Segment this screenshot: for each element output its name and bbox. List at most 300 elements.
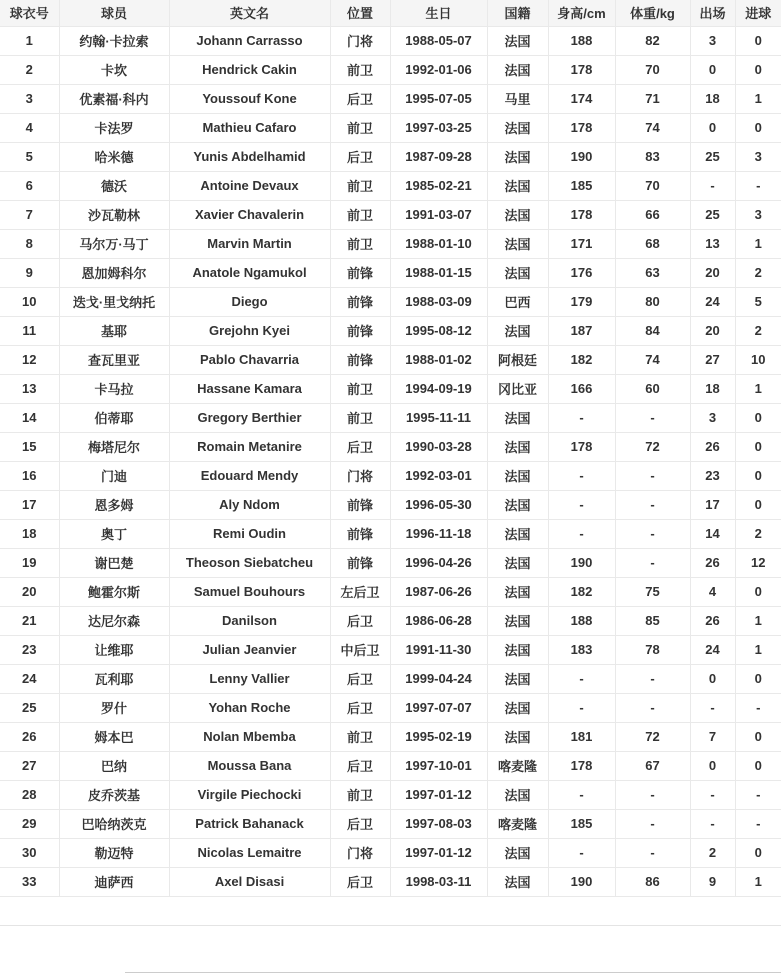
cell-nationality: 法国 [487, 200, 548, 229]
cell-birthday: 1997-08-03 [390, 809, 487, 838]
cell-player_name: 鲍霍尔斯 [59, 577, 169, 606]
player-row [0, 490, 781, 519]
cell-goals: 0 [735, 577, 781, 606]
cell-goals: 0 [735, 113, 781, 142]
cell-appearances: 25 [690, 142, 735, 171]
column-header-jersey_number: 球衣号 [0, 0, 59, 26]
cell-height_cm: 187 [548, 316, 615, 345]
cell-player_name: 巴哈纳茨克 [59, 809, 169, 838]
player-row [0, 693, 781, 722]
cell-player_name: 伯蒂耶 [59, 403, 169, 432]
cell-appearances: 18 [690, 84, 735, 113]
cell-appearances: 27 [690, 345, 735, 374]
cell-player_name: 沙瓦勒林 [59, 200, 169, 229]
cell-weight_kg: 63 [615, 258, 690, 287]
cell-english_name: Marvin Martin [169, 229, 330, 258]
table-empty-footer-row [0, 897, 781, 926]
cell-english_name: Yunis Abdelhamid [169, 142, 330, 171]
cell-appearances: 14 [690, 519, 735, 548]
cell-nationality: 法国 [487, 635, 548, 664]
cell-player_name: 马尔万·马丁 [59, 229, 169, 258]
cell-position: 后卫 [330, 142, 390, 171]
cell-position: 前锋 [330, 287, 390, 316]
cell-player_name: 巴纳 [59, 751, 169, 780]
cell-goals: 1 [735, 229, 781, 258]
cell-birthday: 1997-01-12 [390, 838, 487, 867]
cell-weight_kg: - [615, 519, 690, 548]
player-row [0, 519, 781, 548]
player-row [0, 722, 781, 751]
cell-player_name: 德沃 [59, 171, 169, 200]
cell-height_cm: 176 [548, 258, 615, 287]
roster-table-body [0, 26, 781, 896]
cell-position: 前锋 [330, 316, 390, 345]
cell-height_cm: 178 [548, 432, 615, 461]
cell-birthday: 1988-01-10 [390, 229, 487, 258]
column-header-appearances: 出场 [690, 0, 735, 26]
cell-goals: 0 [735, 490, 781, 519]
cell-jersey_number: 17 [0, 490, 59, 519]
cell-appearances: 13 [690, 229, 735, 258]
cell-goals: 0 [735, 26, 781, 55]
cell-nationality: 法国 [487, 142, 548, 171]
cell-player_name: 基耶 [59, 316, 169, 345]
cell-height_cm: 178 [548, 113, 615, 142]
cell-goals: 12 [735, 548, 781, 577]
cell-nationality: 法国 [487, 316, 548, 345]
cell-position: 前卫 [330, 374, 390, 403]
player-row [0, 55, 781, 84]
cell-player_name: 让维耶 [59, 635, 169, 664]
cell-jersey_number: 27 [0, 751, 59, 780]
cell-weight_kg: - [615, 780, 690, 809]
player-row [0, 113, 781, 142]
cell-player_name: 卡马拉 [59, 374, 169, 403]
cell-position: 前卫 [330, 229, 390, 258]
cell-nationality: 法国 [487, 171, 548, 200]
cell-weight_kg: - [615, 664, 690, 693]
cell-nationality: 法国 [487, 606, 548, 635]
player-row [0, 200, 781, 229]
cell-height_cm: 179 [548, 287, 615, 316]
player-row [0, 548, 781, 577]
cell-weight_kg: 67 [615, 751, 690, 780]
cell-english_name: Johann Carrasso [169, 26, 330, 55]
cell-birthday: 1991-11-30 [390, 635, 487, 664]
cell-appearances: 26 [690, 606, 735, 635]
cell-height_cm: 178 [548, 751, 615, 780]
column-header-english_name: 英文名 [169, 0, 330, 26]
cell-jersey_number: 11 [0, 316, 59, 345]
cell-goals: 1 [735, 867, 781, 896]
cell-jersey_number: 1 [0, 26, 59, 55]
cell-position: 后卫 [330, 751, 390, 780]
cell-birthday: 1999-04-24 [390, 664, 487, 693]
cell-goals: - [735, 809, 781, 838]
cell-height_cm: - [548, 664, 615, 693]
cell-player_name: 达尼尔森 [59, 606, 169, 635]
cell-weight_kg: - [615, 461, 690, 490]
cell-english_name: Xavier Chavalerin [169, 200, 330, 229]
cell-birthday: 1992-03-01 [390, 461, 487, 490]
cell-english_name: Lenny Vallier [169, 664, 330, 693]
cell-nationality: 喀麦隆 [487, 809, 548, 838]
cell-height_cm: - [548, 490, 615, 519]
cell-jersey_number: 13 [0, 374, 59, 403]
cell-position: 后卫 [330, 664, 390, 693]
cell-position: 门将 [330, 838, 390, 867]
cell-goals: 0 [735, 751, 781, 780]
cell-english_name: Patrick Bahanack [169, 809, 330, 838]
cell-nationality: 法国 [487, 519, 548, 548]
roster-table-header [0, 0, 781, 26]
cell-jersey_number: 21 [0, 606, 59, 635]
cell-weight_kg: 82 [615, 26, 690, 55]
cell-height_cm: 190 [548, 548, 615, 577]
cell-appearances: 7 [690, 722, 735, 751]
cell-height_cm: - [548, 693, 615, 722]
player-row [0, 606, 781, 635]
cell-english_name: Virgile Piechocki [169, 780, 330, 809]
cell-weight_kg: 66 [615, 200, 690, 229]
cell-english_name: Anatole Ngamukol [169, 258, 330, 287]
cell-player_name: 恩加姆科尔 [59, 258, 169, 287]
cell-birthday: 1996-11-18 [390, 519, 487, 548]
cell-english_name: Nicolas Lemaitre [169, 838, 330, 867]
cell-height_cm: 185 [548, 171, 615, 200]
cell-birthday: 1997-01-12 [390, 780, 487, 809]
cell-nationality: 法国 [487, 722, 548, 751]
cell-nationality: 法国 [487, 780, 548, 809]
cell-goals: 0 [735, 55, 781, 84]
cell-height_cm: 181 [548, 722, 615, 751]
cell-player_name: 谢巴楚 [59, 548, 169, 577]
cell-player_name: 梅塔尼尔 [59, 432, 169, 461]
cell-goals: 10 [735, 345, 781, 374]
cell-goals: 1 [735, 635, 781, 664]
cell-goals: 1 [735, 84, 781, 113]
cell-birthday: 1987-06-26 [390, 577, 487, 606]
cell-nationality: 喀麦隆 [487, 751, 548, 780]
cell-goals: 0 [735, 664, 781, 693]
cell-player_name: 卡坎 [59, 55, 169, 84]
cell-nationality: 法国 [487, 548, 548, 577]
cell-position: 前锋 [330, 519, 390, 548]
cell-height_cm: 185 [548, 809, 615, 838]
cell-height_cm: 166 [548, 374, 615, 403]
cell-jersey_number: 3 [0, 84, 59, 113]
cell-nationality: 法国 [487, 55, 548, 84]
cell-nationality: 巴西 [487, 287, 548, 316]
cell-jersey_number: 8 [0, 229, 59, 258]
player-row [0, 26, 781, 55]
player-row [0, 345, 781, 374]
cell-height_cm: 190 [548, 142, 615, 171]
player-row [0, 229, 781, 258]
cell-goals: 0 [735, 403, 781, 432]
cell-weight_kg: 80 [615, 287, 690, 316]
cell-height_cm: 188 [548, 606, 615, 635]
cell-birthday: 1997-10-01 [390, 751, 487, 780]
cell-goals: 2 [735, 258, 781, 287]
cell-nationality: 法国 [487, 229, 548, 258]
cell-appearances: 23 [690, 461, 735, 490]
cell-birthday: 1988-01-02 [390, 345, 487, 374]
cell-appearances: 9 [690, 867, 735, 896]
cell-appearances: - [690, 780, 735, 809]
cell-player_name: 奥丁 [59, 519, 169, 548]
cell-nationality: 法国 [487, 867, 548, 896]
cell-position: 前卫 [330, 403, 390, 432]
cell-birthday: 1995-02-19 [390, 722, 487, 751]
cell-nationality: 法国 [487, 258, 548, 287]
cell-player_name: 查瓦里亚 [59, 345, 169, 374]
cell-height_cm: - [548, 461, 615, 490]
cell-goals: 1 [735, 374, 781, 403]
cell-weight_kg: 70 [615, 171, 690, 200]
cell-english_name: Yohan Roche [169, 693, 330, 722]
cell-goals: 1 [735, 606, 781, 635]
cell-weight_kg: - [615, 809, 690, 838]
cell-birthday: 1996-05-30 [390, 490, 487, 519]
cell-player_name: 姆本巴 [59, 722, 169, 751]
cell-height_cm: 188 [548, 26, 615, 55]
cell-jersey_number: 6 [0, 171, 59, 200]
player-row [0, 316, 781, 345]
cell-weight_kg: 74 [615, 345, 690, 374]
cell-english_name: Pablo Chavarria [169, 345, 330, 374]
cell-position: 后卫 [330, 867, 390, 896]
player-row [0, 664, 781, 693]
cell-appearances: 4 [690, 577, 735, 606]
cell-nationality: 阿根廷 [487, 345, 548, 374]
cell-goals: - [735, 171, 781, 200]
cell-position: 后卫 [330, 84, 390, 113]
cell-player_name: 优素福·科内 [59, 84, 169, 113]
cell-jersey_number: 33 [0, 867, 59, 896]
cell-weight_kg: 60 [615, 374, 690, 403]
cell-appearances: 17 [690, 490, 735, 519]
cell-position: 后卫 [330, 606, 390, 635]
cell-jersey_number: 18 [0, 519, 59, 548]
cell-weight_kg: - [615, 548, 690, 577]
cell-birthday: 1997-07-07 [390, 693, 487, 722]
cell-jersey_number: 4 [0, 113, 59, 142]
cell-english_name: Mathieu Cafaro [169, 113, 330, 142]
cell-goals: 2 [735, 316, 781, 345]
cell-appearances: 0 [690, 664, 735, 693]
cell-appearances: - [690, 693, 735, 722]
cell-english_name: Diego [169, 287, 330, 316]
header-row [0, 0, 781, 26]
cell-position: 门将 [330, 461, 390, 490]
cell-appearances: 20 [690, 316, 735, 345]
cell-appearances: - [690, 809, 735, 838]
player-row [0, 635, 781, 664]
cell-player_name: 门迪 [59, 461, 169, 490]
cell-position: 后卫 [330, 432, 390, 461]
cell-appearances: 0 [690, 113, 735, 142]
cell-position: 中后卫 [330, 635, 390, 664]
cell-jersey_number: 10 [0, 287, 59, 316]
cell-english_name: Romain Metanire [169, 432, 330, 461]
player-row [0, 751, 781, 780]
cell-weight_kg: 68 [615, 229, 690, 258]
cell-height_cm: - [548, 838, 615, 867]
cell-goals: - [735, 693, 781, 722]
cell-goals: 2 [735, 519, 781, 548]
cell-birthday: 1990-03-28 [390, 432, 487, 461]
cell-goals: 5 [735, 287, 781, 316]
cell-appearances: 3 [690, 403, 735, 432]
player-row [0, 287, 781, 316]
cell-player_name: 迭戈·里戈纳托 [59, 287, 169, 316]
cell-nationality: 法国 [487, 838, 548, 867]
cell-appearances: 18 [690, 374, 735, 403]
cell-english_name: Grejohn Kyei [169, 316, 330, 345]
cell-weight_kg: - [615, 693, 690, 722]
cell-weight_kg: 74 [615, 113, 690, 142]
player-row [0, 84, 781, 113]
player-row [0, 142, 781, 171]
cell-birthday: 1988-05-07 [390, 26, 487, 55]
cell-birthday: 1997-03-25 [390, 113, 487, 142]
cell-english_name: Youssouf Kone [169, 84, 330, 113]
cell-height_cm: 178 [548, 55, 615, 84]
cell-birthday: 1998-03-11 [390, 867, 487, 896]
cell-weight_kg: - [615, 403, 690, 432]
cell-appearances: 0 [690, 751, 735, 780]
cell-weight_kg: 85 [615, 606, 690, 635]
player-row [0, 780, 781, 809]
cell-goals: 3 [735, 200, 781, 229]
cell-appearances: 24 [690, 635, 735, 664]
cell-nationality: 法国 [487, 26, 548, 55]
player-row [0, 171, 781, 200]
column-header-position: 位置 [330, 0, 390, 26]
cell-weight_kg: 70 [615, 55, 690, 84]
cell-position: 前锋 [330, 345, 390, 374]
cell-birthday: 1995-11-11 [390, 403, 487, 432]
cell-english_name: Moussa Bana [169, 751, 330, 780]
cell-nationality: 法国 [487, 693, 548, 722]
cell-birthday: 1988-03-09 [390, 287, 487, 316]
cell-jersey_number: 20 [0, 577, 59, 606]
cell-position: 前卫 [330, 55, 390, 84]
cell-goals: 3 [735, 142, 781, 171]
cell-birthday: 1995-07-05 [390, 84, 487, 113]
cell-player_name: 约翰·卡拉索 [59, 26, 169, 55]
cell-goals: 0 [735, 432, 781, 461]
cell-player_name: 哈米德 [59, 142, 169, 171]
cell-appearances: 0 [690, 55, 735, 84]
player-row [0, 432, 781, 461]
cell-weight_kg: 75 [615, 577, 690, 606]
cell-appearances: 24 [690, 287, 735, 316]
cell-english_name: Julian Jeanvier [169, 635, 330, 664]
cell-weight_kg: - [615, 490, 690, 519]
cell-birthday: 1991-03-07 [390, 200, 487, 229]
cell-birthday: 1985-02-21 [390, 171, 487, 200]
player-row [0, 838, 781, 867]
player-row [0, 403, 781, 432]
player-row [0, 461, 781, 490]
cell-english_name: Samuel Bouhours [169, 577, 330, 606]
player-row [0, 577, 781, 606]
cell-player_name: 皮乔茨基 [59, 780, 169, 809]
cell-english_name: Antoine Devaux [169, 171, 330, 200]
cell-weight_kg: 78 [615, 635, 690, 664]
cell-nationality: 冈比亚 [487, 374, 548, 403]
cell-weight_kg: 84 [615, 316, 690, 345]
cell-english_name: Gregory Berthier [169, 403, 330, 432]
cell-weight_kg: 72 [615, 432, 690, 461]
player-row [0, 374, 781, 403]
cell-height_cm: 190 [548, 867, 615, 896]
cell-jersey_number: 26 [0, 722, 59, 751]
player-row [0, 258, 781, 287]
cell-birthday: 1988-01-15 [390, 258, 487, 287]
cell-appearances: 3 [690, 26, 735, 55]
cell-position: 后卫 [330, 809, 390, 838]
cell-english_name: Theoson Siebatcheu [169, 548, 330, 577]
cell-player_name: 恩多姆 [59, 490, 169, 519]
cell-position: 后卫 [330, 693, 390, 722]
cell-jersey_number: 19 [0, 548, 59, 577]
cell-height_cm: 182 [548, 345, 615, 374]
cell-appearances: 25 [690, 200, 735, 229]
cell-height_cm: - [548, 403, 615, 432]
cell-player_name: 瓦利耶 [59, 664, 169, 693]
player-row [0, 867, 781, 896]
cell-weight_kg: 86 [615, 867, 690, 896]
cell-position: 左后卫 [330, 577, 390, 606]
cell-birthday: 1992-01-06 [390, 55, 487, 84]
cell-birthday: 1994-09-19 [390, 374, 487, 403]
cell-jersey_number: 23 [0, 635, 59, 664]
cell-weight_kg: 83 [615, 142, 690, 171]
cell-jersey_number: 24 [0, 664, 59, 693]
cell-appearances: - [690, 171, 735, 200]
cell-jersey_number: 30 [0, 838, 59, 867]
cell-jersey_number: 12 [0, 345, 59, 374]
cell-height_cm: 171 [548, 229, 615, 258]
column-header-player_name: 球员 [59, 0, 169, 26]
cell-nationality: 法国 [487, 577, 548, 606]
column-header-goals: 进球 [735, 0, 781, 26]
cell-nationality: 法国 [487, 432, 548, 461]
cell-player_name: 罗什 [59, 693, 169, 722]
cell-weight_kg: 72 [615, 722, 690, 751]
cell-position: 前锋 [330, 490, 390, 519]
cell-english_name: Remi Oudin [169, 519, 330, 548]
cell-english_name: Hassane Kamara [169, 374, 330, 403]
cell-appearances: 26 [690, 548, 735, 577]
cell-appearances: 20 [690, 258, 735, 287]
cell-height_cm: 183 [548, 635, 615, 664]
cell-nationality: 法国 [487, 490, 548, 519]
cell-jersey_number: 28 [0, 780, 59, 809]
cell-jersey_number: 14 [0, 403, 59, 432]
cell-player_name: 勒迈特 [59, 838, 169, 867]
column-header-height_cm: 身高/cm [548, 0, 615, 26]
cell-goals: 0 [735, 722, 781, 751]
cell-player_name: 迪萨西 [59, 867, 169, 896]
cell-jersey_number: 2 [0, 55, 59, 84]
cell-position: 前卫 [330, 171, 390, 200]
cell-nationality: 法国 [487, 403, 548, 432]
cell-jersey_number: 5 [0, 142, 59, 171]
